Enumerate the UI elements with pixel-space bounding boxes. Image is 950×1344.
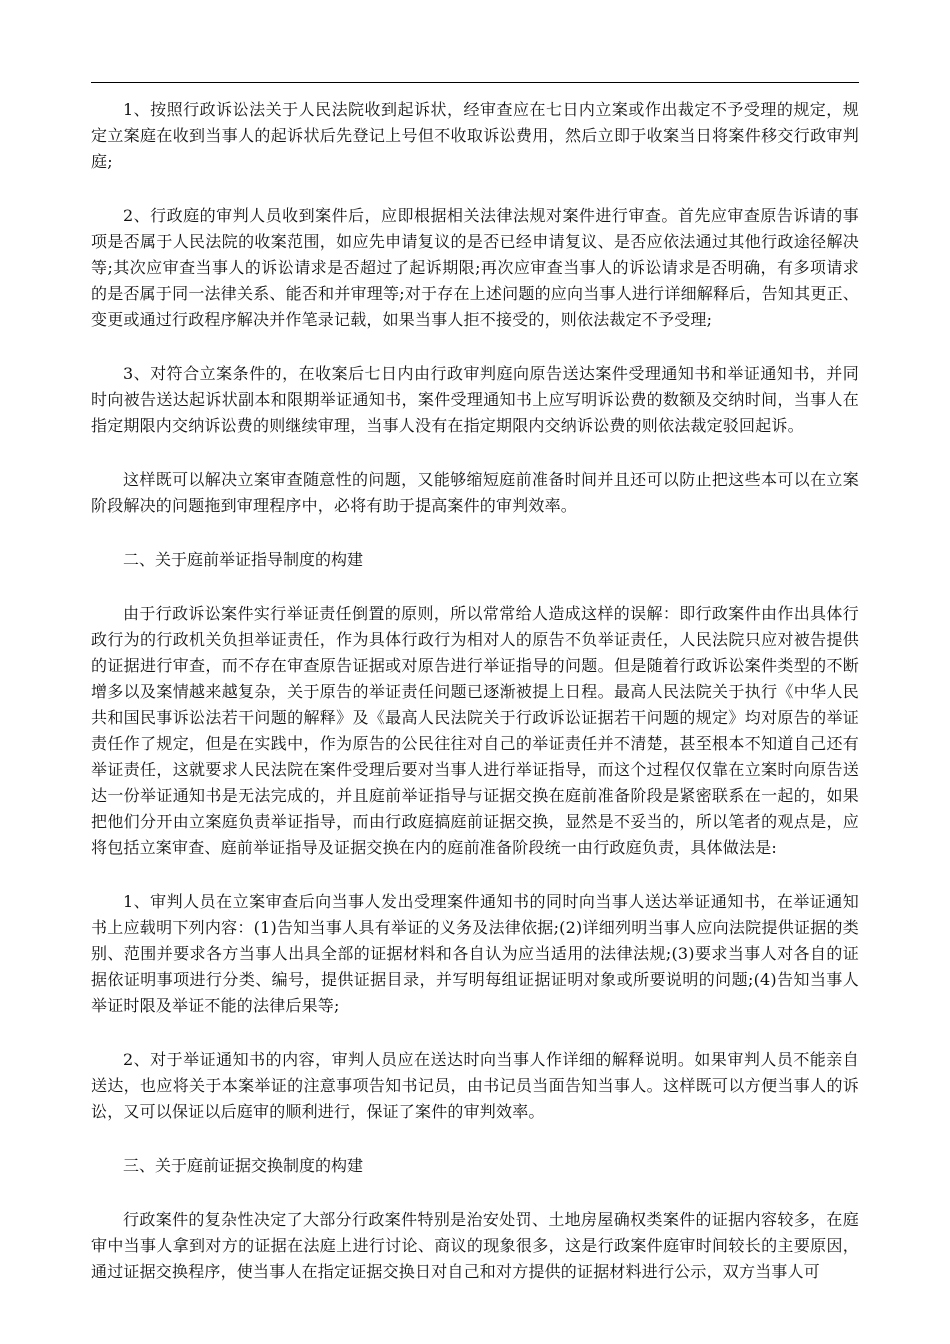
header-rule — [91, 82, 859, 83]
paragraph-7: 2、对于举证通知书的内容，审判人员应在送达时向当事人作详细的解释说明。如果审判人员不能亲自送达，也应将关于本案举证的注意事项告知书记员，由书记员当面告知当事人。这样既可以方便当事人的诉讼，又可以保证以后庭审的顺利进行，保证了案件的审判效率。 — [91, 1050, 859, 1121]
paragraph-4: 这样既可以解决立案审查随意性的问题，又能够缩短庭前准备时间并且还可以防止把这些本可以在立案阶段解决的问题拖到审理程序中，必将有助于提高案件的审判效率。 — [91, 470, 859, 515]
document-body — [91, 97, 859, 1285]
section-heading-2: 二、关于庭前举证指导制度的构建 — [123, 550, 364, 569]
paragraph-2: 2、行政庭的审判人员收到案件后，应即根据相关法律法规对案件进行审查。首先应审查原告诉请的事项是否属于人民法院的收案范围，如应先申请复议的是否已经申请复议、是否应依法通过其他行政途径解决等;其次应审查当事人的诉讼请求是否超过了起诉期限;再次应审查当事人的诉讼请求是否明确，有多项请求的是否属于同一法律关系、能否和并审理等;对于存在上述问题的应向当事人进行详细解释后，告知其更正、变更或通过行政程序解决并作笔录记载，如果当事人拒不接受的，则依法裁定不予受理; — [91, 206, 859, 329]
paragraph-5: 由于行政诉讼案件实行举证责任倒置的原则，所以常常给人造成这样的误解：即行政案件由作出具体行政行为的行政机关负担举证责任，作为具体行政行为相对人的原告不负举证责任，人民法院只应对被告提供的证据进行审查，而不存在审查原告证据或对原告进行举证指导的问题。但是随着行政诉讼案件类型的不断增多以及案情越来越复杂，关于原告的举证责任问题已逐渐被提上日程。最高人民法院关于执行《中华人民共和国民事诉讼法若干问题的解释》及《最高人民法院关于行政诉讼证据若干问题的规定》均对原告的举证责任作了规定，但是在实践中，作为原告的公民往往对自己的举证责任并不清楚，甚至根本不知道自己还有举证责任，这就要求人民法院在案件受理后要对当事人进行举证指导，而这个过程仅仅靠在立案时向原告送达一份举证通知书是无法完成的，并且庭前举证指导与证据交换在庭前准备阶段是紧密联系在一起的，如果把他们分开由立案庭负责举证指导，而由行政庭搞庭前证据交换，显然是不妥当的，所以笔者的观点是，应将包括立案审查、庭前举证指导及证据交换在内的庭前准备阶段统一由行政庭负责，具体做法是: — [91, 604, 859, 857]
section-heading-3: 三、关于庭前证据交换制度的构建 — [123, 1156, 364, 1175]
paragraph-1: 1、按照行政诉讼法关于人民法院收到起诉状，经审查应在七日内立案或作出裁定不予受理的规定，规定立案庭在收到当事人的起诉状后先登记上号但不收取诉讼费用，然后立即于收案当日将案件移交行政审判庭; — [91, 100, 859, 171]
paragraph-8: 行政案件的复杂性决定了大部分行政案件特别是治安处罚、土地房屋确权类案件的证据内容较多，在庭审中当事人拿到对方的证据在法庭上进行讨论、商议的现象很多，这是行政案件庭审时间较长的主要原因，通过证据交换程序，使当事人在指定证据交换日对自己和对方提供的证据材料进行公示，双方当事人可 — [91, 1210, 859, 1281]
paragraph-3: 3、对符合立案条件的，在收案后七日内由行政审判庭向原告送达案件受理通知书和举证通知书，并同时向被告送达起诉状副本和限期举证通知书，案件受理通知书上应写明诉讼费的数额及交纳时间，当事人在指定期限内交纳诉讼费的则继续审理，当事人没有在指定期限内交纳诉讼费的则依法裁定驳回起诉。 — [91, 364, 859, 435]
paragraph-6: 1、审判人员在立案审查后向当事人发出受理案件通知书的同时向当事人送达举证通知书，在举证通知书上应载明下列内容：(1)告知当事人具有举证的义务及法律依据;(2)详细列明当事人应向法院提供证据的类别、范围并要求各方当事人出具全部的证据材料和各自认为应当适用的法律法规;(3)要求当事人对各自的证据依证明事项进行分类、编号，提供证据目录，并写明每组证据证明对象或所要说明的问题;(4)告知当事人举证时限及举证不能的法律后果等; — [91, 892, 859, 1015]
